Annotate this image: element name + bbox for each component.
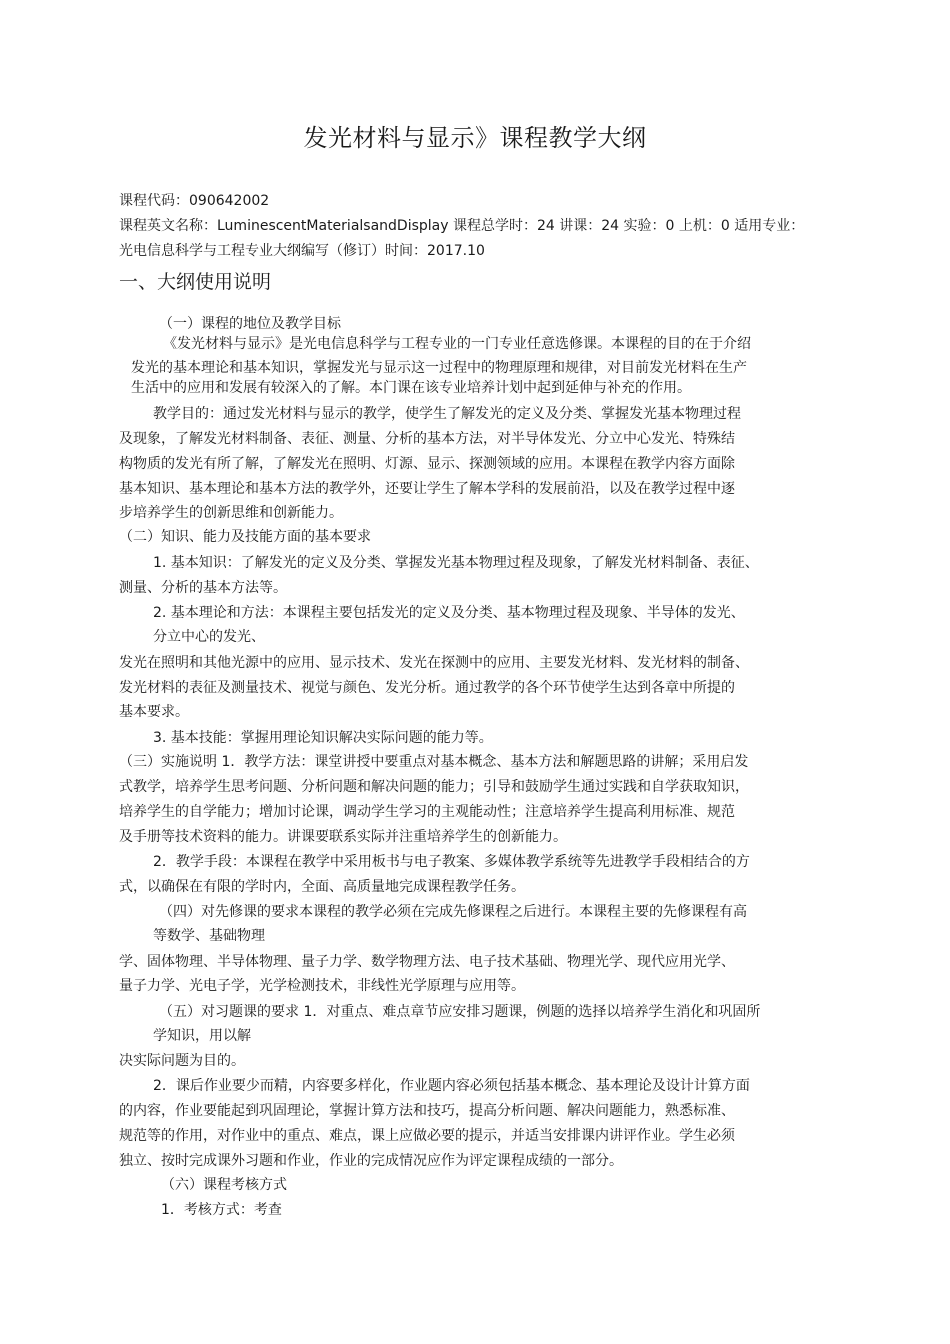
paragraph-line: 及手册等技术资料的能力。讲课要联系实际并注重培养学生的创新能力。 [119,829,567,845]
paragraph-line: 规范等的作用，对作业中的重点、难点，课上应做必要的提示，并适当安排课内讲评作业。学生必须 [119,1128,735,1144]
subsection-heading: （三）实施说明 1．教学方法：课堂讲授中要重点对基本概念、基本方法和解题思路的讲解；采用启发 [119,754,749,770]
paragraph-line: 及现象，了解发光材料制备、表征、测量、分析的基本方法，对半导体发光、分立中心发光、特殊结 [119,431,735,447]
subsection-heading: （四）对先修课的要求本课程的教学必须在完成先修课程之后进行。本课程主要的先修课程有高 [159,904,747,920]
paragraph-line: 式，以确保在有限的学时内，全面、高质量地完成课程教学任务。 [119,879,525,895]
list-item: 2. 基本理论和方法：本课程主要包括发光的定义及分类、基本物理过程及现象、半导体的发光、 [153,605,745,621]
document-title: 发光材料与显示》课程教学大纲 [303,124,647,152]
course-info: 课程英文名称：LuminescentMaterialsandDisplay 课程总学时：24 讲课：24 实验：0 上机：0 适用专业： [119,218,805,234]
list-item: 1. 基本知识：了解发光的定义及分类、掌握发光基本物理过程及现象，了解发光材料制备、表征、 [153,555,759,571]
paragraph-line: 发光的基本理论和基本知识，掌握发光与显示这一过程中的物理原理和规律，对目前发光材料在生产 [131,360,747,376]
paragraph-line: 式教学，培养学生思考问题、分析问题和解决问题的能力；引导和鼓励学生通过实践和自学获取知识， [119,779,749,795]
list-item: 3. 基本技能：掌握用理论知识解决实际问题的能力等。 [153,730,493,746]
paragraph-line: 基本知识、基本理论和基本方法的教学外，还要让学生了解本学科的发展前沿，以及在教学过程中逐 [119,481,735,497]
paragraph-line: 发光材料的表征及测量技术、视觉与颜色、发光分析。通过教学的各个环节使学生达到各章中所提的 [119,680,735,696]
paragraph-line: 学知识，用以解 [153,1028,251,1044]
section-heading: 一、大纲使用说明 [119,271,272,293]
subsection-heading: （一）课程的地位及教学目标 [159,316,341,332]
paragraph-line: 等数学、基础物理 [153,928,265,944]
paragraph-line: 基本要求。 [119,704,189,720]
paragraph-line: 学、固体物理、半导体物理、量子力学、数学物理方法、电子技术基础、物理光学、现代应用光学、 [119,954,735,970]
course-code: 课程代码：090642002 [119,193,270,209]
paragraph-line: 《发光材料与显示》是光电信息科学与工程专业的一门专业任意选修课。本课程的目的在于介绍 [163,336,751,352]
paragraph-line: 发光在照明和其他光源中的应用、显示技术、发光在探测中的应用、主要发光材料、发光材料的制备、 [119,655,749,671]
paragraph-line: 的内容，作业要能起到巩固理论，掌握计算方法和技巧，提高分析问题、解决问题能力，熟悉标准、 [119,1103,735,1119]
paragraph-line: 教学目的：通过发光材料与显示的教学，使学生了解发光的定义及分类、掌握发光基本物理过程 [153,406,741,422]
paragraph-line: 测量、分析的基本方法等。 [119,580,287,596]
paragraph-line: 2．课后作业要少而精，内容要多样化，作业题内容必须包括基本概念、基本理论及设计计算方面 [153,1078,750,1094]
paragraph-line: 分立中心的发光、 [153,629,265,645]
list-item: 1．考核方式：考查 [161,1202,282,1218]
subsection-heading: （六）课程考核方式 [161,1177,287,1193]
paragraph-line: 独立、按时完成课外习题和作业，作业的完成情况应作为评定课程成绩的一部分。 [119,1153,623,1169]
paragraph-line: 量子力学、光电子学，光学检测技术，非线性光学原理与应用等。 [119,978,525,994]
paragraph-line: 生活中的应用和发展有较深入的了解。本门课在该专业培养计划中起到延伸与补充的作用。 [131,380,691,396]
paragraph-line: 决实际问题为目的。 [119,1053,245,1069]
paragraph-line: 构物质的发光有所了解，了解发光在照明、灯源、显示、探测领域的应用。本课程在教学内容方面除 [119,456,735,472]
course-info-continued: 光电信息科学与工程专业大纲编写（修订）时间：2017.10 [119,243,485,259]
paragraph-line: 2．教学手段：本课程在教学中采用板书与电子教案、多媒体教学系统等先进教学手段相结合的方 [153,854,750,870]
paragraph-line: 培养学生的自学能力；增加讨论课，调动学生学习的主观能动性；注意培养学生提高利用标准、规范 [119,804,735,820]
subsection-heading: （五）对习题课的要求 1．对重点、难点章节应安排习题课，例题的选择以培养学生消化和巩固所 [159,1004,761,1020]
subsection-heading: （二）知识、能力及技能方面的基本要求 [119,529,371,545]
paragraph-line: 步培养学生的创新思维和创新能力。 [119,505,343,521]
